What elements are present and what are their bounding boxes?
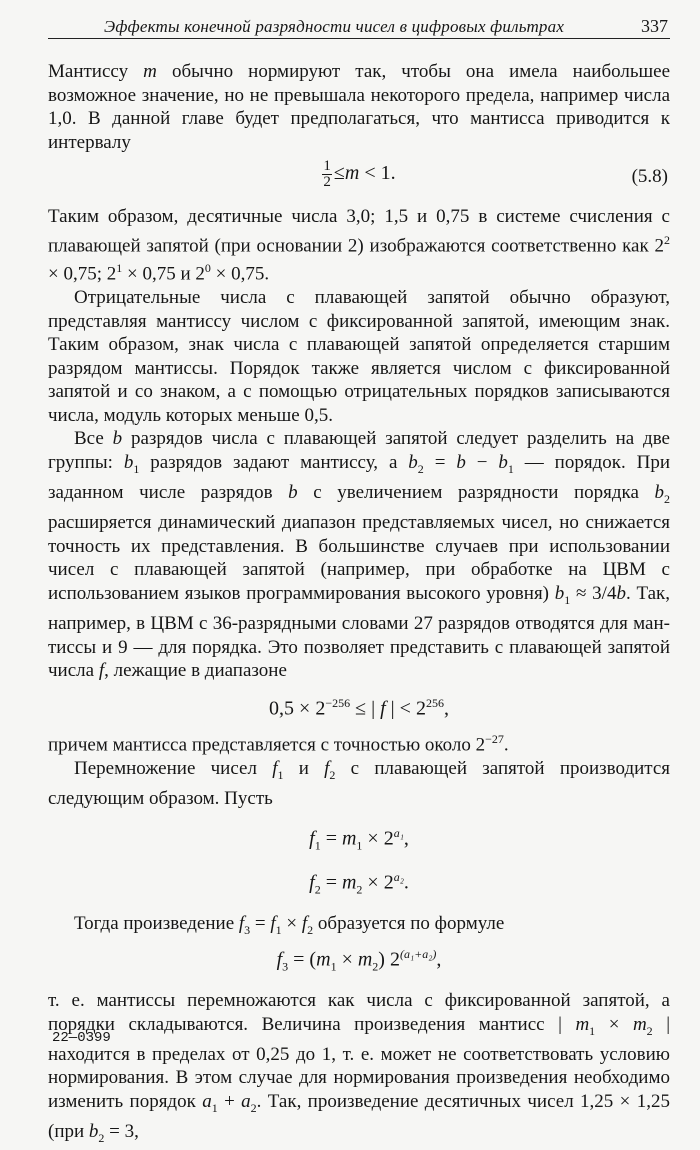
equation-number: (5.8) bbox=[631, 166, 668, 187]
paragraph-7: Тогда произведение $f_3 = f_1 \times f_2$ образуется по формуле bbox=[74, 913, 505, 937]
equation-f1: $f_1 = m_1 \times 2^{a_1}$, bbox=[309, 825, 409, 853]
body-text bbox=[48, 60, 670, 1150]
equation-range: $0,5 \times 2^{-256}$ ≤ | f | < $2^{256}$, bbox=[269, 695, 449, 720]
equation-f2: $f_2 = m_2 \times 2^{a_2}$. bbox=[309, 870, 409, 898]
paragraph-2: Таким образом, десятичные числа 3,0; 1,5 и 0,75 в системе счисления с плавающей запятой (при основании 2) изображаются соответственно как $2^2 \times 0,75$; $2^1 \times 0,75$ и $2^0 \times 0,75$. bbox=[48, 206, 670, 285]
paragraph-8: т. е. мантиссы перемножаются как числа с фиксированной запятой, а порядки складываются. Величина произведения мантисс | $m_1 \times m_2$ | находится в пределах от 0,25 до 1, т. е. может не соответствовать условию нормирования. В этом случае для нормирования произведения необходимо изменить порядок $a_1 + a_2$. Так, произведение десятичных чисел 1,25 × 1,25 (при $b_2 = 3$, bbox=[48, 990, 670, 1145]
paragraph-1: Мантиссу m обычно нормируют так, чтобы она имела наибольшее возможное значение, но не превышала некоторого предела, например числа 1,0. В данной главе будет предполагаться, что мантисса приводится к интервалу bbox=[48, 61, 670, 153]
paragraph-5: причем мантисса представляется с точностью около $2^{-27}$. bbox=[48, 732, 509, 756]
paragraph-3: Отрицательные числа с плавающей запятой обычно образуют, представляя мантиссу числом с фиксированной запятой, имеющим знак. Таким образом, знак числа с плавающей запятой определяется старшим разрядом мантиссы. Порядок также является числом с фиксированной запятой и со знаком, а с помощью отрицательных порядков записываются числа, модуль которых меньше 0,5. bbox=[48, 287, 670, 426]
running-header bbox=[48, 14, 670, 39]
running-title: Эффекты конечной разрядности чисел в цифровых фильтрах bbox=[104, 17, 565, 36]
paragraph-6: Перемножение чисел $f_1$ и $f_2$ с плавающей запятой производится следующим образом. Пусть bbox=[48, 758, 670, 810]
equation-f3: $f_3 = (m_1 \times m_2)$ $2^{(a_1+a_2)}$, bbox=[276, 947, 442, 975]
fraction-one-half: $\frac{1}{2}$ bbox=[323, 158, 331, 190]
equation-5-8: $\frac{1}{2}$ ≤m < 1. (5.8) bbox=[323, 158, 668, 190]
page-number: 337 bbox=[641, 16, 668, 36]
paragraph-4: Все b разрядов числа с плавающей запятой следует разделить на две группы: $b_1$ разрядов задают мантиссу, а $b_2 = b - b_1$ — порядок. При заданном числе разрядов b с увеличением разрядности порядка $b_2$ расширяется динамический диапазон представляемых чисел, но снижается точность их представления. В большинстве случаев при использовании чисел с плавающей запятой (например, при обработке на ЦВМ с использованием языков программирования высокого уровня) $b_1 \approx 3/4b$. Так, например, в ЦВМ с 36-разрядными словами 27 разрядов отводятся для мантиссы и 9 — для порядка. Это позволяет представить с плавающей запятой числа f, лежащие в диапазоне bbox=[48, 428, 671, 682]
signature-mark: 22—0399 bbox=[52, 1030, 111, 1046]
